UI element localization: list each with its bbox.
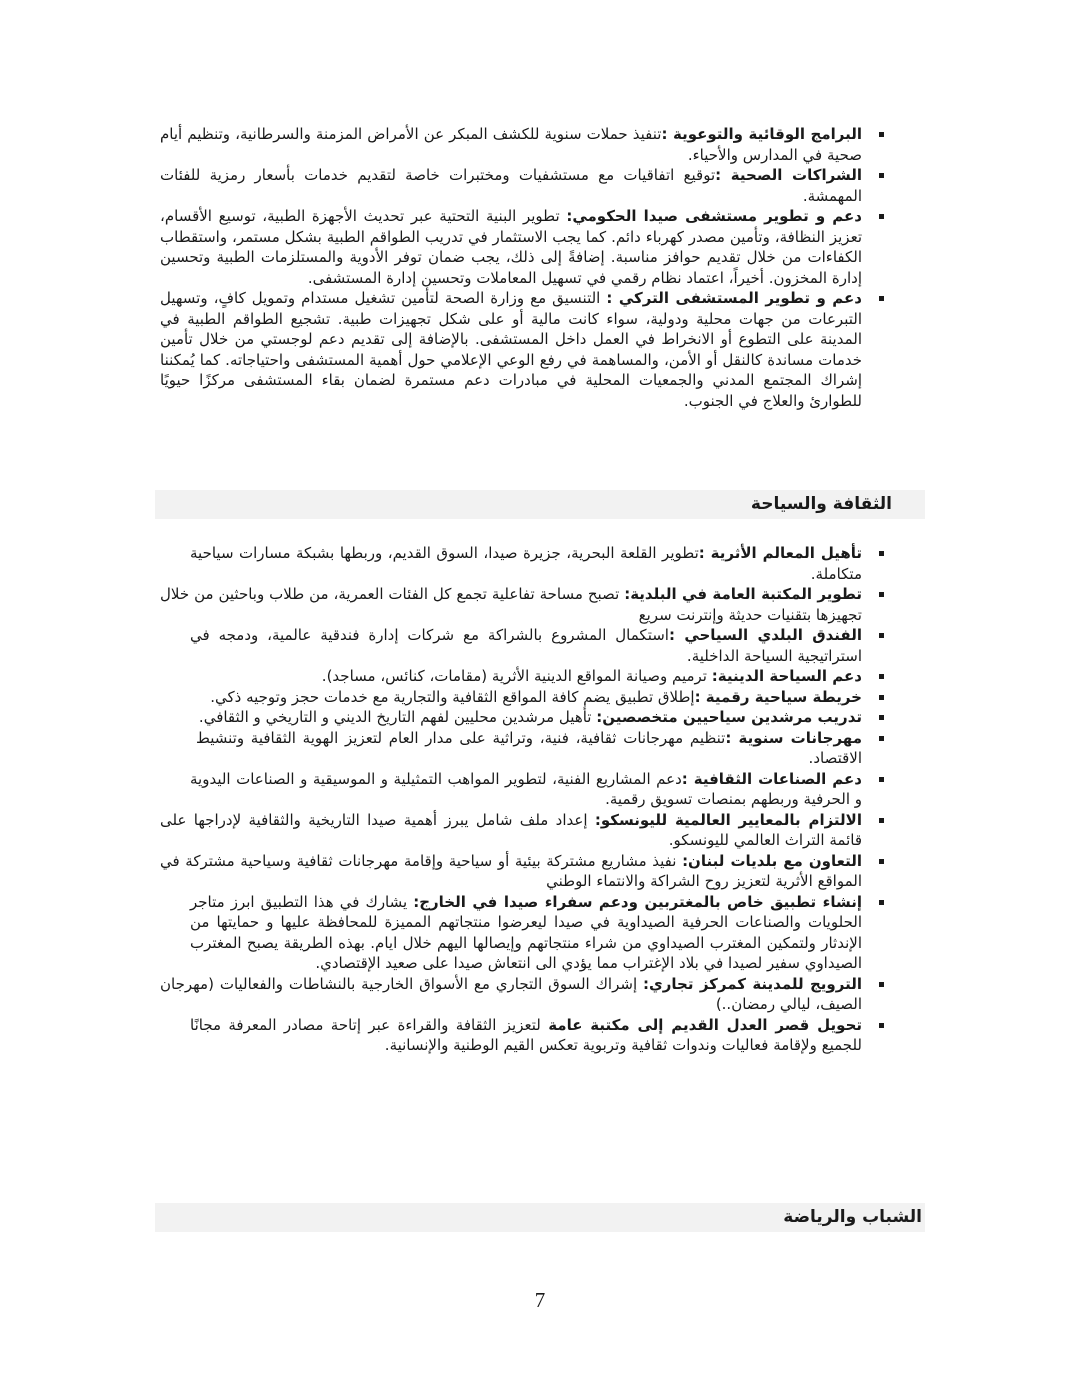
list-item (160, 810, 892, 851)
item-text: تنفيذ حملات سنوية للكشف المبكر عن الأمراض المزمنة والسرطانية، وتنظيم أيام صحية في المدارس والأحياء. (160, 125, 862, 164)
list-item (190, 892, 892, 974)
list-item (160, 206, 892, 288)
list-item (160, 584, 892, 625)
item-text: التنسيق مع وزارة الصحة لتأمين تشغيل مستدام وتمويل كافٍ، وتسهيل التبرعات من جهات محلية ودولية، سواء كانت مالية أو على شكل تجهيزات طبية. تشجيع الطواقم الطبية في المدينة على التطوع أو الانخراط في العمل داخل المستشفى. بالإضافة إلى تقديم دعم لوجستي من خلال تأمين خدمات مساندة كالنقل أو الأمن، والمساهمة في رفع الوعي الإعلامي حول أهمية المستشفى واحتياجاته. كما يُمكننا إشراك المجتمع المدني والجمعيات المحلية في مبادرات دعم مستمرة لضمان بقاء المستشفى مركزًا حيويًا للطوارئ والعلاج في الجنوب. (160, 289, 862, 410)
item-term: دعم الصناعات الثقافية : (681, 769, 862, 788)
culture-bullet-list (160, 543, 892, 1056)
item-text: يشارك في هذا التطبيق ابرز متاجر الحلويات والصناعات الحرفية الصيداوية في صيدا ليعرضوا منتجاتهم المميزة للمحافظة عليها و حمايتها من الإندثار ولتمكين المغترب الصيداوي من شراء منتجاتهم وإيصالها اليهم خلال ايام. بهذه الطريقة يصبح المغترب الصيداوي سفير لصيدا في بلاد الإغتراب مما يؤدي الى انتعاش صيدا على صعيد الإقتصادي. (190, 892, 862, 972)
item-term: الالتزام بالمعايير العالمية لليونسكو: (594, 810, 862, 829)
list-item (160, 288, 892, 411)
item-text: تأهيل مرشدين محليين لفهم التاريخ الديني و التاريخي و الثقافي. (198, 708, 597, 726)
item-term: دعم و تطوير مستشفى صيدا الحكومي: (566, 207, 862, 225)
list-item (160, 124, 892, 165)
health-bullet-list (160, 124, 892, 411)
item-text: نفيذ مشاريع مشتركة بيئية أو سياحية وإقامة مهرجانات ثقافية وسياحية مشتركة في المواقع الأثرية لتعزيز روح الشراكة والانتماء الوطني (160, 851, 862, 890)
list-item (190, 543, 892, 584)
item-text: تصبح مساحة تفاعلية تجمع كل الفئات العمرية، من طلاب وباحثين من خلال تجهيزها بتقنيات حديثة وإنترنت سريع (160, 585, 862, 624)
list-item (190, 1015, 892, 1056)
item-term: دعم السياحة الدينية: (711, 667, 862, 685)
list-item (160, 974, 892, 1015)
list-item (196, 687, 892, 708)
item-term: تطوير المكتبة العامة في البلدية: (624, 585, 862, 603)
item-term: تدريب مرشدين سياحيين متخصصين: (596, 708, 862, 726)
item-text: توقيع اتفاقيات مع مستشفيات ومختبرات خاصة لتقديم خدمات بأسعار رمزية للفئات المهمشة. (160, 166, 862, 205)
item-text: لتعزيز الثقافة والقراءة عبر إتاحة مصادر المعرفة مجانًا للجميع ولإقامة فعاليات وندوات ثقافية وتربوية تعكس القيم الوطنية والإنسانية. (190, 1015, 862, 1054)
item-text: إطلاق تطبيق يضم كافة المواقع الثقافية والتجارية مع خدمات حجز وتوجيه ذكي. (210, 687, 695, 706)
list-item (196, 728, 892, 769)
item-text: تنظيم مهرجانات ثقافية، فنية، وتراثية على مدار العام لتعزيز الهوية الثقافية وتنشيط الاقتصاد. (196, 728, 862, 767)
item-text: إعداد ملف شامل يبرز أهمية صيدا التاريخية والثقافية لإدراجها على قائمة التراث العالمي لليونسكو. (160, 810, 862, 849)
list-item (160, 165, 892, 206)
item-term: الفندق البلدي السياحي : (668, 626, 862, 644)
item-term: دعم و تطوير المستشفى التركي : (606, 289, 862, 307)
item-text: إشراك السوق التجاري مع الأسواق الخارجية بالنشاطات والفعاليات (مهرجان الصيف، ليالي رمضان..) (160, 974, 862, 1013)
list-item (190, 625, 892, 666)
list-item (196, 666, 892, 687)
item-text: استكمال المشروع بالشراكة مع شركات إدارة فندقية عالمية، ودمجه في استراتيجية السياحة الداخلية. (190, 626, 862, 665)
item-text: ترميم وصيانة المواقع الدينية الأثرية (مقامات، كنائس، مساجد). (321, 667, 712, 685)
item-text: دعم المشاريع الفنية، لتطوير المواهب التمثيلية و الموسيقية و الصناعات اليدوية و الحرفية وربطهم بمنصات تسويق رقمية. (190, 769, 862, 808)
item-term: خريطة سياحية رقمية : (694, 687, 862, 706)
culture-section-title: الثقافة والسياحة (750, 494, 892, 514)
item-term: مهرجانات سنوية : (725, 728, 862, 747)
list-item (196, 707, 892, 728)
item-text: تطوير البنية التحتية عبر تحديث الأجهزة الطبية، توسيع الأقسام، تعزيز النظافة، وتأمين مصدر كهرباء دائم. كما يجب الاستثمار في تدريب الطواقم الطبية بشكل مستمر، واستقطاب الكفاءات من خلال تقديم حوافز مناسبة. إضافةً إلى ذلك، يجب ضمان توفر الأدوية والمستلزمات الطبية وتحسين إدارة المخزون. أخيراً، اعتماد نظام رقمي في تسهيل المعاملات وتحسين إدارة المستشفى. (160, 207, 862, 287)
item-term: البرامج الوقائية والتوعوية : (661, 125, 863, 143)
item-term: الترويج للمدينة كمركز تجاري: (643, 974, 862, 993)
page-number: 7 (534, 1288, 546, 1312)
item-term: التعاون مع بلديات لبنان: (682, 851, 862, 870)
item-term: تأهيل المعالم الأثرية : (698, 544, 862, 562)
item-term: إنشاء تطبيق خاص بالمغتربين ودعم سفراء صيدا في الخارج: (413, 892, 862, 911)
list-item (190, 769, 892, 810)
item-term: تحويل قصر العدل القديم إلى مكتبة عامة (548, 1015, 863, 1034)
youth-section-title: الشباب والرياضة (783, 1207, 922, 1227)
item-text: تطوير القلعة البحرية، جزيرة صيدا، السوق القديم، وربطها بشبكة مسارات سياحية متكاملة. (190, 544, 862, 583)
item-term: الشراكات الصحية : (715, 166, 862, 184)
list-item (160, 851, 892, 892)
